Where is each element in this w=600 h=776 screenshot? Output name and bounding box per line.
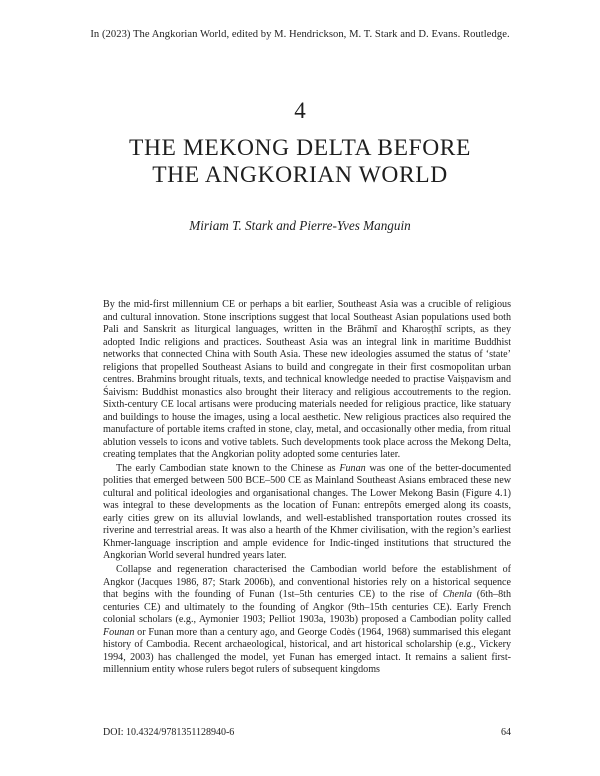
body-text <box>103 299 511 677</box>
chapter-title-line-2: THE ANGKORIAN WORLD <box>152 162 448 188</box>
page-number: 64 <box>501 727 511 738</box>
doi-text: DOI: 10.4324/9781351128940-6 <box>103 727 235 738</box>
chapter-title-line-1: THE MEKONG DELTA BEFORE <box>128 135 471 161</box>
italic-term: Founan <box>103 626 135 638</box>
chapter-number: 4 <box>294 98 306 123</box>
paragraph-text: was one of the better-documented polities that emerged between 500 BCE–500 CE as Mainland Southeast Asians embraced these new cultural and political ideologies and organisational changes. The Lower Mekong Basin (Figure 4.1) was integral to these developments as the location of Funan: entrepôts emerged along its coasts, early cities grew on its alluvial lowlands, and well-established transportation routes crossed its riverine and terrestrial areas. It was also a hearth of the Khmer civilisation, with the region’s earliest Khmer-language inscription and ample evidence for Indic-tinged institutions that structured the Angkorian World several hundred years later. <box>103 462 511 562</box>
chapter-authors: Miriam T. Stark and Pierre-Yves Manguin <box>189 218 411 233</box>
italic-term: Funan <box>339 462 366 474</box>
paragraph-text: or Funan more than a century ago, and George Codès (1964, 1968) summarised this elegant history of Cambodia. Recent archaeological, historical, and art historical scholarship (e.g., Vickery 1994, 2003) has challenged the model, yet Funan has emerged intact. It remains a salient first-millennium entity whose rulers begot rulers of subsequent kingdoms <box>103 626 511 676</box>
body-paragraph <box>103 463 511 563</box>
paragraph-text: By the mid-first millennium CE or perhaps a bit earlier, Southeast Asia was a crucible of religious and cultural innovation. Stone inscriptions suggest that local Southeast Asian populations used both Pali and Sanskrit as liturgical languages, written in the Brāhmī and Kharoṣṭhī scripts, as they adopted Indic religions and practices. Southeast Asia was an integral link in maritime Buddhist networks that connected China with South Asia. These new ideologies assumed the status of ‘state’ religions that propelled Southeast Asians to build and congregate in their first cosmopolitan urban centres. Brahmins brought rituals, texts, and technical knowledge needed to practise Vaiṣṇavism and Śaivism: Buddhist monastics also brought their literacy and religious accoutrements to the region. Sixth-century CE local artisans were producing materials needed for religious practice, like statuary and buildings to house the images, using a local aesthetic. New religious practices also required the manufacture of portable items crafted in stone, clay, metal, and occasionally other media, from ritual ablution vessels to icons and votive tablets. Such developments took place across the Mekong Delta, creating templates that the Angkorian polity adopted some centuries later. <box>103 299 511 460</box>
paragraph-text: (6th–8th centuries CE) and ultimately to the founding of Angkor (9th–15th centuries CE). Early French colonial scholars (e.g., Aymonier 1903; Pelliot 1903a, 1903b) proposed a Cambodian polity called <box>103 589 512 626</box>
body-paragraph <box>103 299 511 462</box>
body-paragraph <box>103 564 511 677</box>
chapter-title <box>0 135 600 189</box>
page-footer <box>103 727 511 738</box>
italic-term: Chenla <box>442 589 472 601</box>
citation-header: In (2023) The Angkorian World, edited by M. Hendrickson, M. T. Stark and D. Evans. Routledge. <box>90 29 510 40</box>
paragraph-text: The early Cambodian state known to the Chinese as <box>116 462 340 474</box>
paragraph-text: Collapse and regeneration characterised the Cambodian world before the establishment of Angkor (Jacques 1986, 87; Stark 2006b), and conventional histories rely on a historical sequence that begins with the founding of Funan (1st–5th centuries CE) to the rise of <box>103 564 511 601</box>
